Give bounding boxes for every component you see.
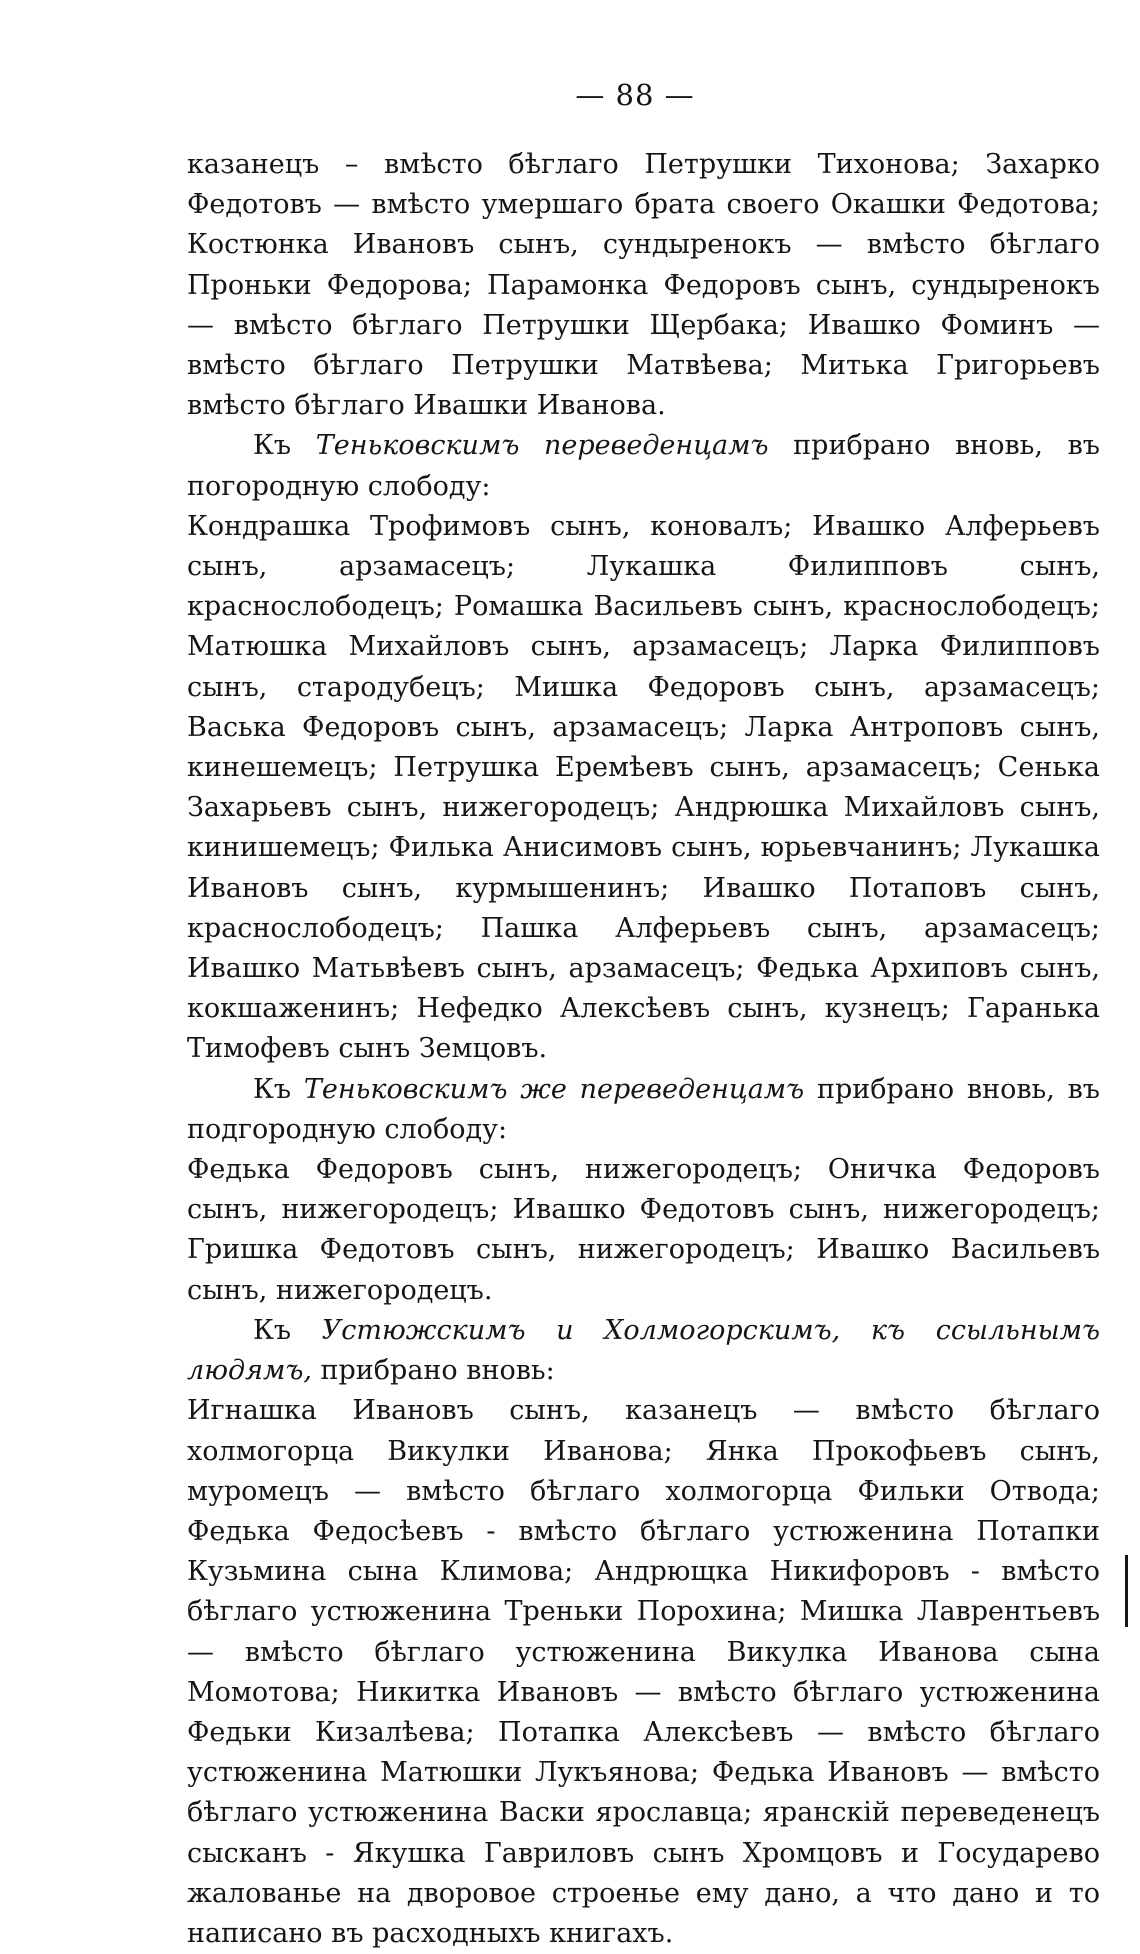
scan-edge-mark [1125, 1555, 1128, 1627]
heading-ustyuzhskie-kholmogorskie [187, 1311, 1100, 1391]
heading-italic-title: Устюжскимъ и Холмогорскимъ, къ ссыльнымъ людямъ, [187, 1314, 1100, 1387]
paragraph-ignashka-list: Игнашка Ивановъ сынъ, казанецъ — вмѣсто бѣглаго холмогорца Викулки Иванова; Янка Прокофьевъ сынъ, муромецъ — вмѣсто бѣглаго холмогорца Фильки Отвода; Федька Федосѣевъ - вмѣсто бѣглаго устюженина Потапки Кузьмина сына Климова; Андрющка Никифоровъ - вмѣсто бѣглаго устюженина Треньки Порохина; Мишка Лаврентьевъ — вмѣсто бѣглаго устюженина Викулка Иванова сына Момотова; Никитка Ивановъ — вмѣсто бѣглаго устюженина Федьки Кизалѣева; Потапка Алексѣевъ — вмѣсто бѣглаго устюженина Матюшки Лукъянова; Федька Ивановъ — вмѣсто бѣглаго устюженина Васки ярославца; яранскій переведенецъ сысканъ - Якушка Гавриловъ сынъ Хромцовъ и Государево жалованье на дворовое строенье ему дано, а что дано и то написано въ расходныхъ книгахъ. [187, 1395, 1100, 1949]
page-number: — 88 — [575, 78, 695, 112]
body-text [187, 145, 1100, 1954]
paragraph-kondrashka-list: Кондрашка Трофимовъ сынъ, коновалъ; Ивашко Алферьевъ сынъ, арзамасецъ; Лукашка Филипповъ сынъ, краснослободецъ; Ромашка Васильевъ сынъ, краснослободецъ; Матюшка Михайловъ сынъ, арзамасецъ; Ларка Филипповъ сынъ, стародубецъ; Мишка Федоровъ сынъ, арзамасецъ; Васька Федоровъ сынъ, арзамасецъ; Ларка Антроповъ сынъ, кинешемецъ; Петрушка Еремѣевъ сынъ, арзамасецъ; Сенька Захарьевъ сынъ, нижегородецъ; Андрюшка Михайловъ сынъ, кинишемецъ; Филька Анисимовъ сынъ, юрьевчанинъ; Лукашка Ивановъ сынъ, курмышенинъ; Ивашко Потаповъ сынъ, краснослободецъ; Пашка Алферьевъ сынъ, арзамасецъ; Ивашко Матьвѣевъ сынъ, арзамасецъ; Федька Архиповъ сынъ, кокшаженинъ; Нефедко Алексѣевъ сынъ, кузнецъ; Гаранька Тимофевъ сынъ Земцовъ. [187, 510, 1100, 1065]
heading-italic-title: Теньковскимъ же переведенцамъ [303, 1073, 805, 1105]
heading-rest: прибрано вновь, въ погородную слободу: [187, 430, 1100, 502]
heading-prefix: Къ [253, 430, 316, 462]
heading-rest: прибрано вновь: [311, 1355, 555, 1387]
heading-tenkovskie-podgorodnaya [187, 1070, 1100, 1150]
heading-prefix: Къ [253, 1314, 322, 1346]
paragraph-fedka-list: Федька Федоровъ сынъ, нижегородецъ; Оничка Федоровъ сынъ, нижегородецъ; Ивашко Федотовъ сынъ, нижегородецъ; Гришка Федотовъ сынъ, нижегородецъ; Ивашко Васильевъ сынъ, нижегородецъ. [187, 1154, 1100, 1306]
heading-prefix: Къ [253, 1073, 304, 1105]
heading-italic-title: Теньковскимъ переведенцамъ [315, 430, 769, 462]
heading-rest: прибрано вновь, въ подгородную слободу: [187, 1073, 1100, 1145]
paragraph-kazanets: казанецъ – вмѣсто бѣглаго Петрушки Тихонова; Захарко Федотовъ — вмѣсто умершаго брата своего Окашки Федотова; Костюнка Ивановъ сынъ, сундыренокъ — вмѣсто бѣглаго Проньки Федорова; Парамонка Федоровъ сынъ, сундыренокъ — вмѣсто бѣглаго Петрушки Щербака; Ивашко Фоминъ — вмѣсто бѣглаго Петрушки Матвѣева; Митька Григорьевъ вмѣсто бѣглаго Ивашки Иванова. [187, 149, 1100, 422]
heading-tenkovskie-pogorodnaya [187, 426, 1100, 506]
